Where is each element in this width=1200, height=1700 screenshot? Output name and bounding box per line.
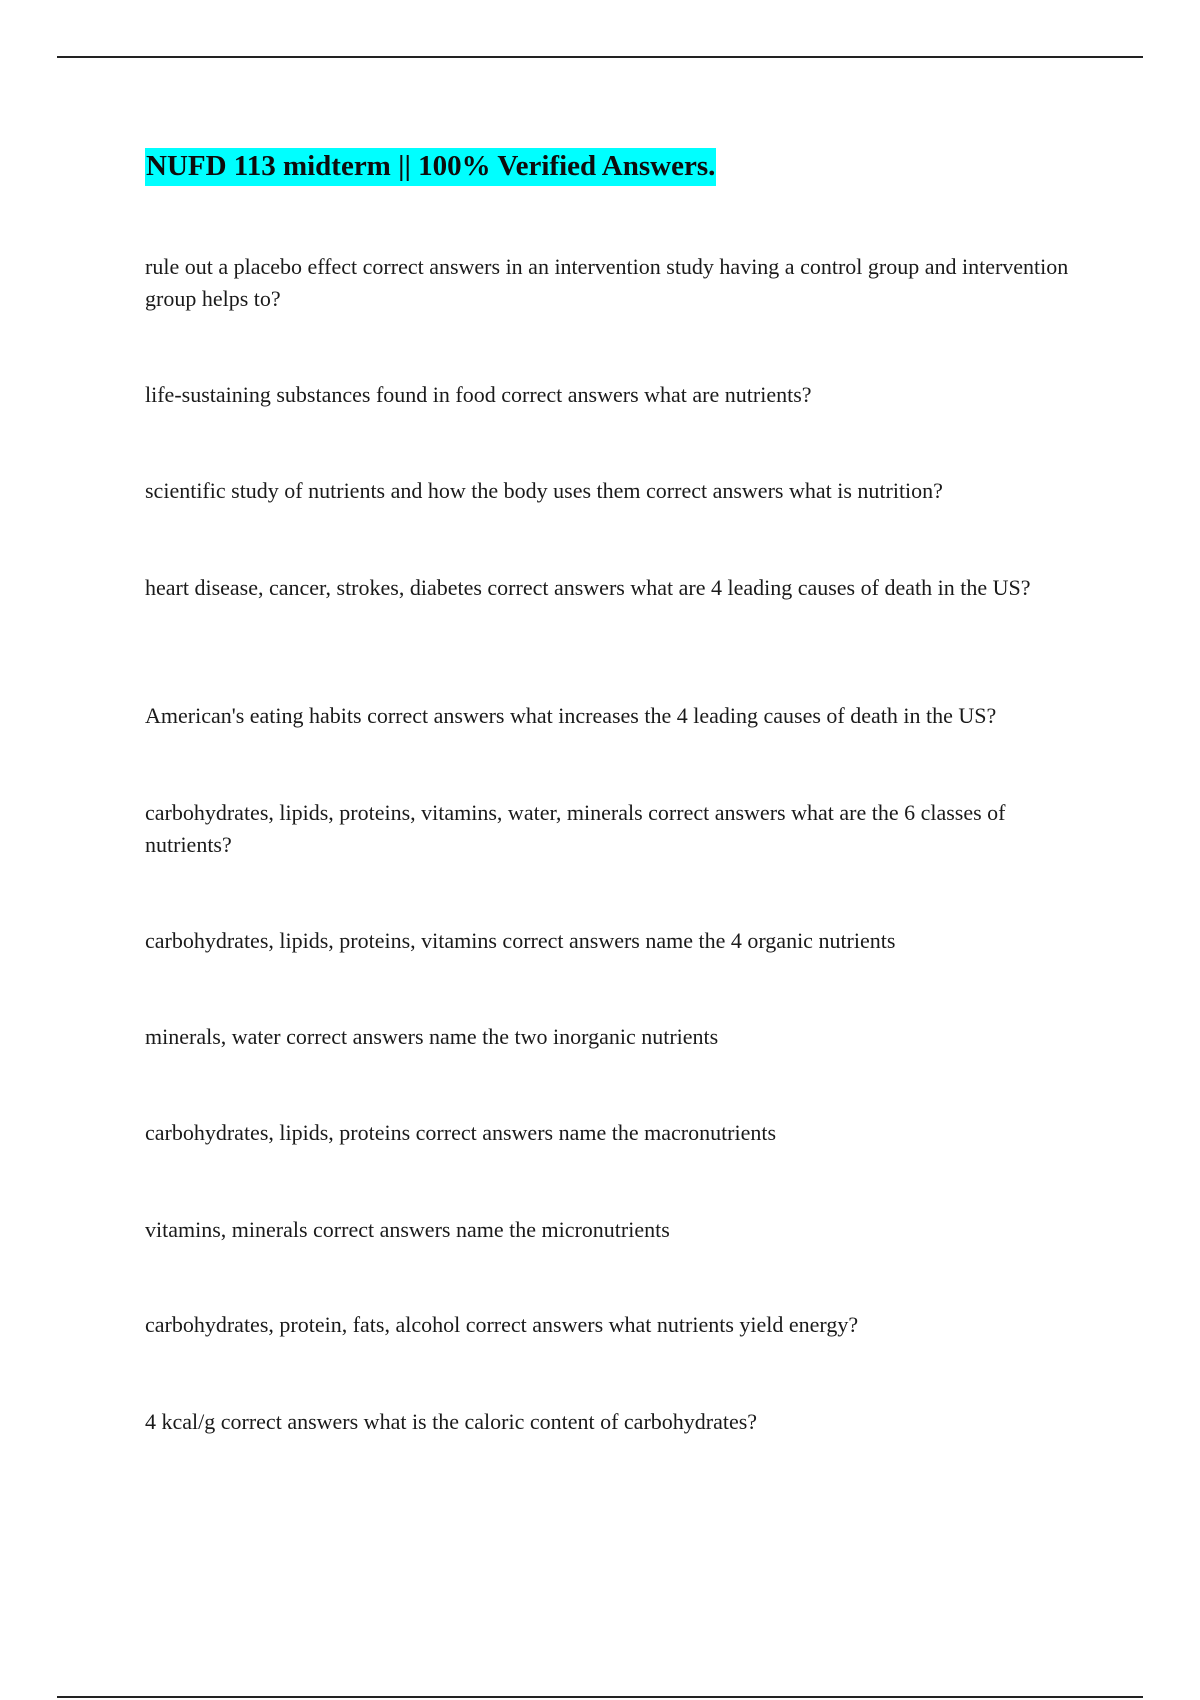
qa-item: American's eating habits correct answers what increases the 4 leading causes of death in the US?: [145, 703, 997, 728]
bottom-divider: [57, 1696, 1143, 1698]
top-divider: [57, 56, 1143, 58]
qa-item: vitamins, minerals correct answers name the micronutrients: [145, 1217, 670, 1242]
title-highlight: NUFD 113 midterm || 100% Verified Answers.: [145, 148, 716, 186]
qa-item: minerals, water correct answers name the two inorganic nutrients: [145, 1024, 719, 1049]
qa-item: carbohydrates, lipids, proteins, vitamins correct answers name the 4 organic nutrients: [145, 928, 896, 953]
qa-item: heart disease, cancer, strokes, diabetes correct answers what are 4 leading causes of death in the US?: [145, 575, 1031, 600]
qa-item: rule out a placebo effect correct answers in an intervention study having a control group and intervention group helps to?: [145, 254, 1069, 311]
qa-item: carbohydrates, protein, fats, alcohol correct answers what nutrients yield energy?: [145, 1312, 859, 1337]
qa-item: carbohydrates, lipids, proteins, vitamins, water, minerals correct answers what are the 6 classes of nutrients?: [145, 800, 1006, 857]
qa-item: scientific study of nutrients and how the body uses them correct answers what is nutrition?: [145, 478, 943, 503]
document-title: [145, 144, 716, 188]
qa-item: carbohydrates, lipids, proteins correct answers name the macronutrients: [145, 1120, 777, 1145]
qa-item: 4 kcal/g correct answers what is the caloric content of carbohydrates?: [145, 1409, 758, 1434]
qa-item: life-sustaining substances found in food correct answers what are nutrients?: [145, 382, 812, 407]
